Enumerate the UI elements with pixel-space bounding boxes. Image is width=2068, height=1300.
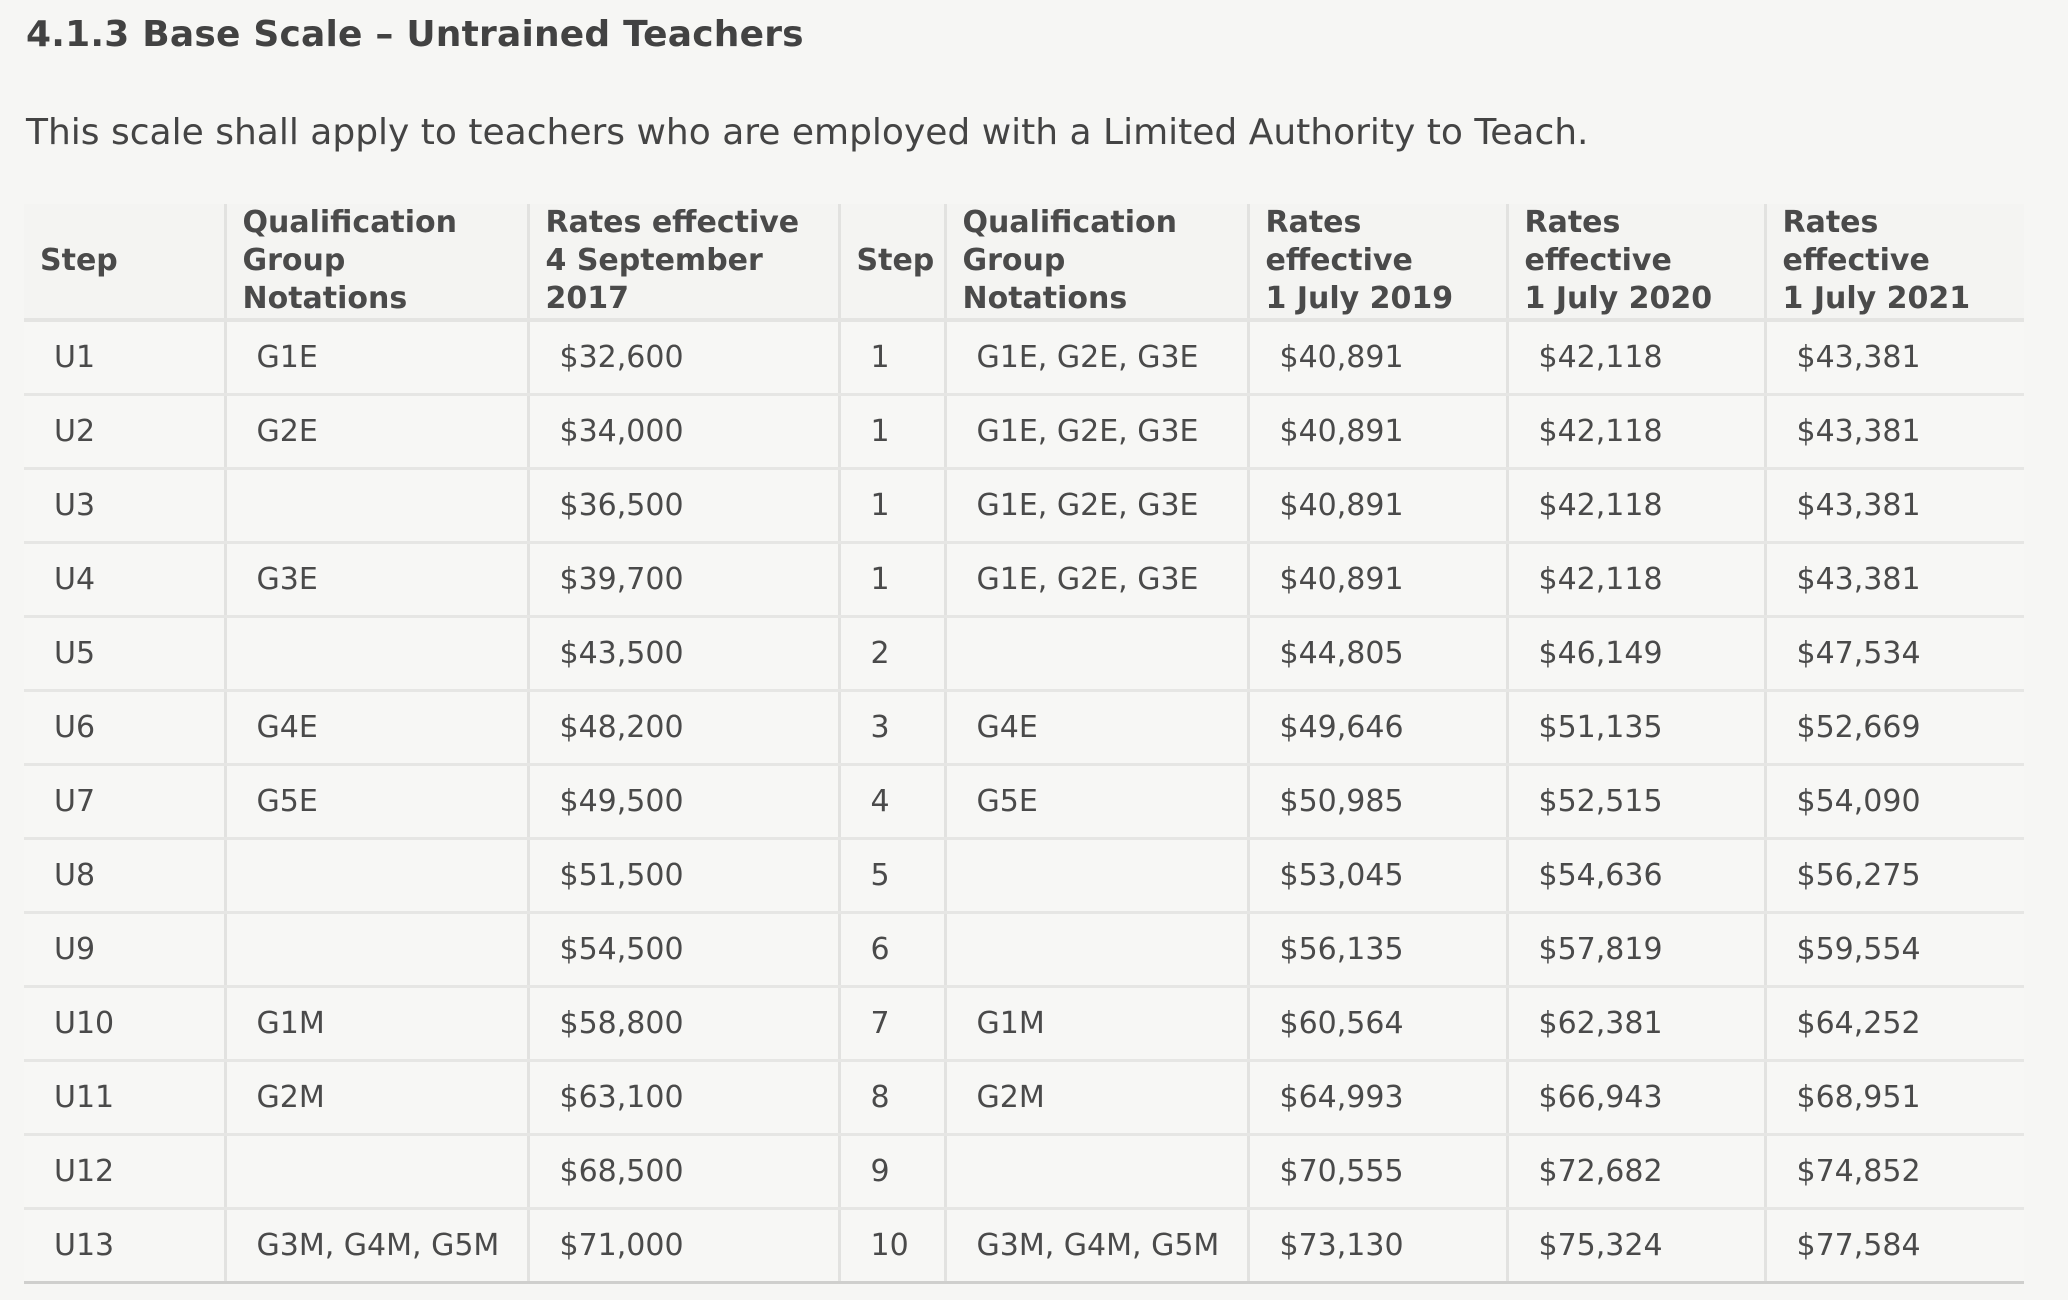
table-row bbox=[24, 469, 2024, 543]
header-rates-2019: Rates effective 1 July 2019 bbox=[1248, 204, 1507, 320]
cell-rate-2021: $43,381 bbox=[1765, 395, 2024, 469]
cell-rate-2017: $68,500 bbox=[528, 1135, 839, 1209]
table-row bbox=[24, 1209, 2024, 1283]
cell-step-new: 4 bbox=[839, 765, 945, 839]
cell-rate-2017: $54,500 bbox=[528, 913, 839, 987]
cell-rate-2017: $63,100 bbox=[528, 1061, 839, 1135]
cell-qualification bbox=[225, 1135, 528, 1209]
cell-rate-2017: $49,500 bbox=[528, 765, 839, 839]
cell-rate-2020: $52,515 bbox=[1507, 765, 1765, 839]
salary-scale-table bbox=[24, 204, 2024, 1284]
cell-step: U9 bbox=[24, 913, 225, 987]
cell-qualification: G2M bbox=[225, 1061, 528, 1135]
cell-step-new: 7 bbox=[839, 987, 945, 1061]
table-row bbox=[24, 839, 2024, 913]
table-row bbox=[24, 691, 2024, 765]
cell-rate-2021: $43,381 bbox=[1765, 469, 2024, 543]
cell-qualification-new: G1E, G2E, G3E bbox=[945, 320, 1248, 395]
cell-rate-2021: $77,584 bbox=[1765, 1209, 2024, 1283]
cell-rate-2019: $60,564 bbox=[1248, 987, 1507, 1061]
cell-step: U8 bbox=[24, 839, 225, 913]
table-row bbox=[24, 543, 2024, 617]
cell-rate-2020: $62,381 bbox=[1507, 987, 1765, 1061]
cell-qualification-new: G2M bbox=[945, 1061, 1248, 1135]
cell-qualification: G4E bbox=[225, 691, 528, 765]
cell-qualification-new bbox=[945, 913, 1248, 987]
cell-rate-2017: $32,600 bbox=[528, 320, 839, 395]
cell-rate-2021: $47,534 bbox=[1765, 617, 2024, 691]
cell-rate-2019: $53,045 bbox=[1248, 839, 1507, 913]
cell-step: U3 bbox=[24, 469, 225, 543]
table-row bbox=[24, 395, 2024, 469]
cell-step: U2 bbox=[24, 395, 225, 469]
cell-rate-2017: $51,500 bbox=[528, 839, 839, 913]
cell-qualification: G1M bbox=[225, 987, 528, 1061]
header-rates-2020: Rates effective 1 July 2020 bbox=[1507, 204, 1765, 320]
cell-rate-2021: $56,275 bbox=[1765, 839, 2024, 913]
cell-step: U1 bbox=[24, 320, 225, 395]
cell-rate-2020: $42,118 bbox=[1507, 395, 1765, 469]
cell-step: U5 bbox=[24, 617, 225, 691]
cell-step-new: 2 bbox=[839, 617, 945, 691]
cell-qualification-new: G1E, G2E, G3E bbox=[945, 543, 1248, 617]
cell-rate-2017: $36,500 bbox=[528, 469, 839, 543]
cell-rate-2020: $66,943 bbox=[1507, 1061, 1765, 1135]
cell-rate-2021: $64,252 bbox=[1765, 987, 2024, 1061]
table-header-row bbox=[24, 204, 2024, 320]
cell-step: U10 bbox=[24, 987, 225, 1061]
header-rates-2017: Rates effective 4 September 2017 bbox=[528, 204, 839, 320]
cell-rate-2020: $72,682 bbox=[1507, 1135, 1765, 1209]
cell-step: U4 bbox=[24, 543, 225, 617]
section-heading: 4.1.3 Base Scale – Untrained Teachers bbox=[26, 14, 804, 55]
cell-rate-2017: $48,200 bbox=[528, 691, 839, 765]
cell-step: U12 bbox=[24, 1135, 225, 1209]
cell-step-new: 1 bbox=[839, 543, 945, 617]
cell-rate-2019: $40,891 bbox=[1248, 469, 1507, 543]
cell-qualification-new bbox=[945, 617, 1248, 691]
cell-qualification-new: G1E, G2E, G3E bbox=[945, 469, 1248, 543]
table-row bbox=[24, 987, 2024, 1061]
cell-rate-2021: $68,951 bbox=[1765, 1061, 2024, 1135]
table-row bbox=[24, 320, 2024, 395]
cell-rate-2019: $64,993 bbox=[1248, 1061, 1507, 1135]
table-row bbox=[24, 1061, 2024, 1135]
cell-qualification bbox=[225, 469, 528, 543]
table-row bbox=[24, 913, 2024, 987]
cell-step-new: 8 bbox=[839, 1061, 945, 1135]
cell-step-new: 10 bbox=[839, 1209, 945, 1283]
cell-rate-2017: $43,500 bbox=[528, 617, 839, 691]
header-rates-2021: Rates effective 1 July 2021 bbox=[1765, 204, 2024, 320]
cell-rate-2019: $40,891 bbox=[1248, 320, 1507, 395]
cell-rate-2019: $70,555 bbox=[1248, 1135, 1507, 1209]
cell-rate-2019: $49,646 bbox=[1248, 691, 1507, 765]
cell-rate-2020: $46,149 bbox=[1507, 617, 1765, 691]
cell-rate-2019: $40,891 bbox=[1248, 395, 1507, 469]
cell-step: U6 bbox=[24, 691, 225, 765]
cell-rate-2020: $42,118 bbox=[1507, 469, 1765, 543]
cell-qualification-new: G1E, G2E, G3E bbox=[945, 395, 1248, 469]
cell-qualification bbox=[225, 839, 528, 913]
cell-qualification-new: G4E bbox=[945, 691, 1248, 765]
cell-step-new: 1 bbox=[839, 395, 945, 469]
cell-qualification-new bbox=[945, 839, 1248, 913]
cell-rate-2020: $57,819 bbox=[1507, 913, 1765, 987]
cell-rate-2020: $54,636 bbox=[1507, 839, 1765, 913]
cell-step-new: 1 bbox=[839, 469, 945, 543]
cell-rate-2019: $50,985 bbox=[1248, 765, 1507, 839]
cell-step-new: 9 bbox=[839, 1135, 945, 1209]
cell-qualification-new: G1M bbox=[945, 987, 1248, 1061]
cell-rate-2020: $42,118 bbox=[1507, 543, 1765, 617]
cell-rate-2021: $74,852 bbox=[1765, 1135, 2024, 1209]
cell-qualification bbox=[225, 913, 528, 987]
cell-step: U7 bbox=[24, 765, 225, 839]
cell-qualification bbox=[225, 617, 528, 691]
cell-qualification: G1E bbox=[225, 320, 528, 395]
cell-rate-2020: $42,118 bbox=[1507, 320, 1765, 395]
cell-rate-2017: $58,800 bbox=[528, 987, 839, 1061]
cell-rate-2017: $71,000 bbox=[528, 1209, 839, 1283]
cell-qualification: G3M, G4M, G5M bbox=[225, 1209, 528, 1283]
header-qualification-group-new: Qualification Group Notations bbox=[945, 204, 1248, 320]
cell-qualification: G3E bbox=[225, 543, 528, 617]
cell-step: U11 bbox=[24, 1061, 225, 1135]
cell-qualification-new: G3M, G4M, G5M bbox=[945, 1209, 1248, 1283]
intro-paragraph: This scale shall apply to teachers who are employed with a Limited Authority to Teach. bbox=[26, 112, 1589, 153]
cell-rate-2021: $52,669 bbox=[1765, 691, 2024, 765]
cell-rate-2019: $44,805 bbox=[1248, 617, 1507, 691]
table-row bbox=[24, 617, 2024, 691]
cell-qualification: G2E bbox=[225, 395, 528, 469]
cell-rate-2017: $34,000 bbox=[528, 395, 839, 469]
cell-qualification-new: G5E bbox=[945, 765, 1248, 839]
cell-qualification: G5E bbox=[225, 765, 528, 839]
header-step-new: Step bbox=[839, 204, 945, 320]
cell-rate-2017: $39,700 bbox=[528, 543, 839, 617]
cell-step-new: 1 bbox=[839, 320, 945, 395]
cell-rate-2019: $40,891 bbox=[1248, 543, 1507, 617]
cell-step: U13 bbox=[24, 1209, 225, 1283]
table-row bbox=[24, 1135, 2024, 1209]
cell-rate-2021: $43,381 bbox=[1765, 543, 2024, 617]
header-qualification-group-2017: Qualification Group Notations bbox=[225, 204, 528, 320]
cell-step-new: 6 bbox=[839, 913, 945, 987]
cell-rate-2020: $51,135 bbox=[1507, 691, 1765, 765]
cell-rate-2021: $54,090 bbox=[1765, 765, 2024, 839]
cell-step-new: 3 bbox=[839, 691, 945, 765]
table-row bbox=[24, 765, 2024, 839]
cell-qualification-new bbox=[945, 1135, 1248, 1209]
cell-step-new: 5 bbox=[839, 839, 945, 913]
cell-rate-2019: $56,135 bbox=[1248, 913, 1507, 987]
cell-rate-2020: $75,324 bbox=[1507, 1209, 1765, 1283]
cell-rate-2021: $43,381 bbox=[1765, 320, 2024, 395]
cell-rate-2021: $59,554 bbox=[1765, 913, 2024, 987]
table-body bbox=[24, 320, 2024, 1283]
header-step: Step bbox=[24, 204, 225, 320]
cell-rate-2019: $73,130 bbox=[1248, 1209, 1507, 1283]
